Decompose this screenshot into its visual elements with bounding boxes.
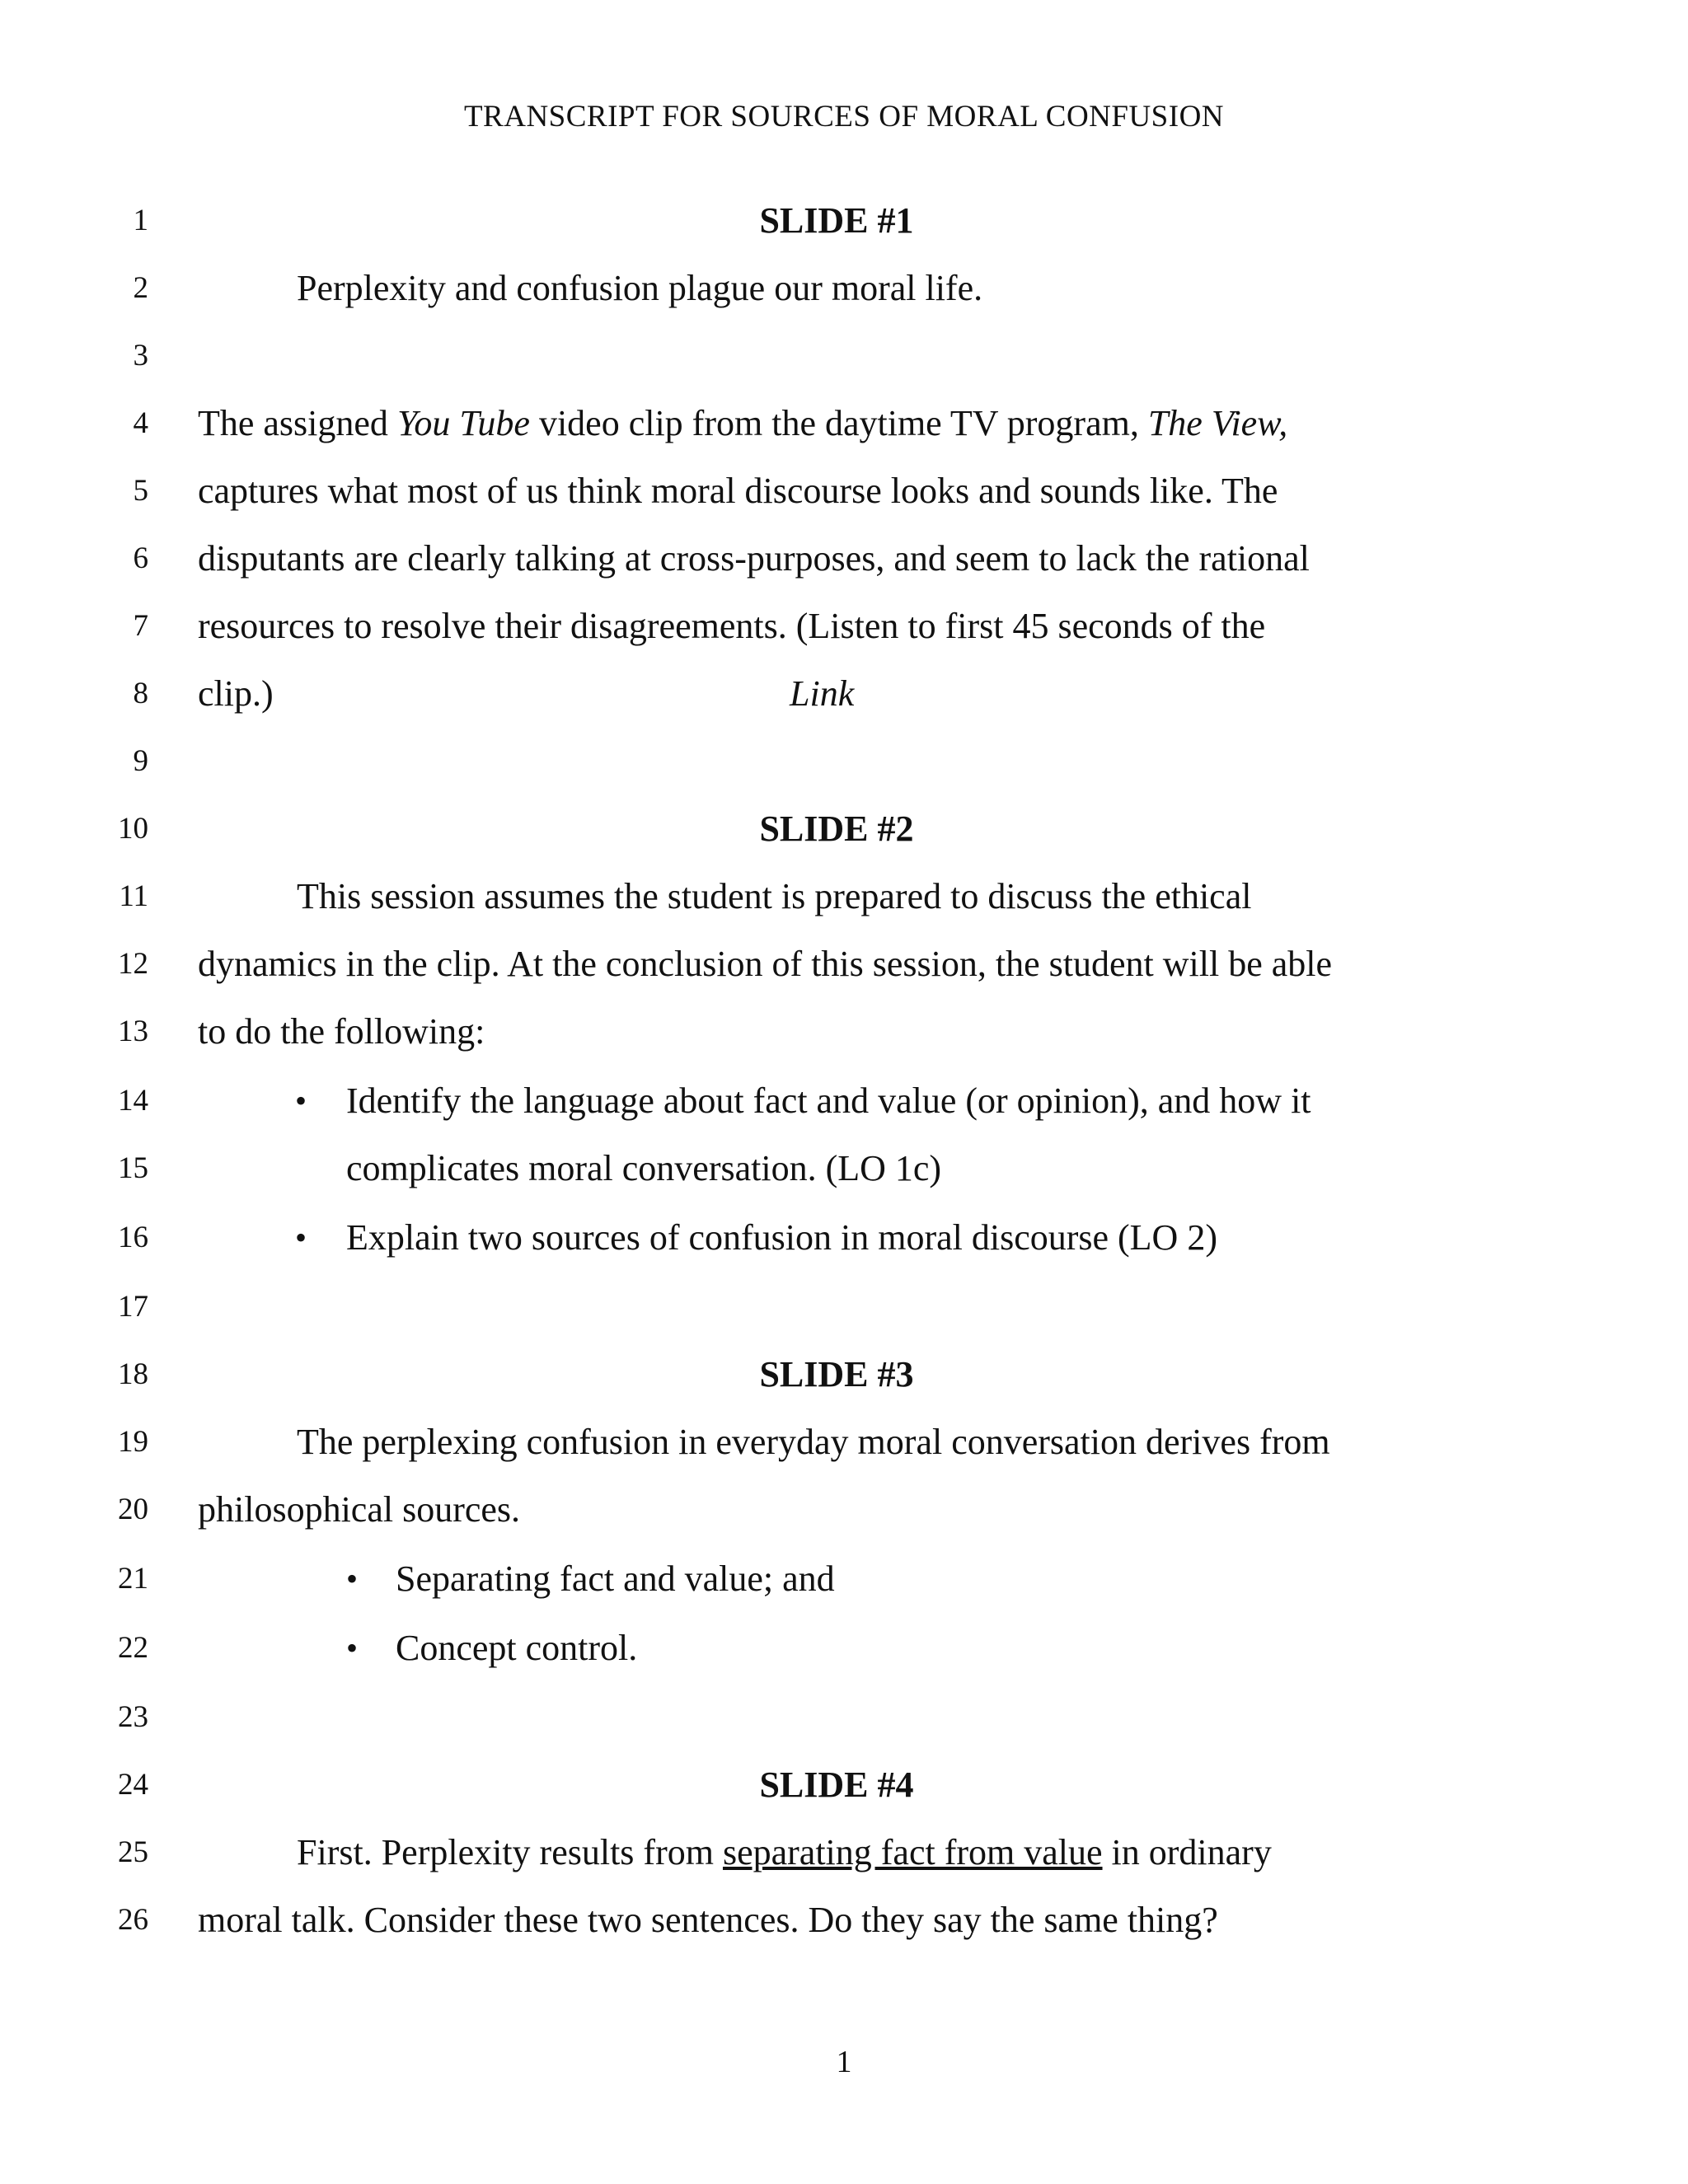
slide-1-line-2: Perplexity and confusion plague our moral life.	[297, 268, 983, 308]
line-number-24: 24	[118, 1768, 148, 1802]
slide-3-line-20: philosophical sources.	[198, 1489, 521, 1530]
slide-2-bullet-1-line-2: complicates moral conversation. (LO 1c)	[346, 1148, 942, 1188]
line-number-6: 6	[133, 541, 148, 575]
line-number	[0, 331, 165, 381]
slide-1-line-5: captures what most of us think moral discourse looks and sounds like. The	[198, 471, 1278, 511]
video-link[interactable]: Link	[790, 673, 855, 714]
line-number	[0, 264, 165, 313]
slide-1-heading: SLIDE #1	[759, 200, 914, 241]
line-number-2: 2	[133, 271, 148, 305]
the-view-title: The View,	[1147, 403, 1288, 443]
slide-2-line-13: to do the following:	[198, 1011, 485, 1052]
line-number	[0, 1828, 165, 1877]
slide-3-line-19: The perplexing confusion in everyday moral conversation derives from	[297, 1422, 1330, 1462]
slide-4-line-25-a: First. Perplexity results from	[297, 1832, 723, 1872]
line-number	[0, 1896, 165, 1945]
slide-1-line-7: resources to resolve their disagreements. (Listen to first 45 seconds of the	[198, 606, 1266, 646]
page-header: TRANSCRIPT FOR SOURCES OF MORAL CONFUSION	[463, 100, 1225, 134]
slide-1-line-4-c: video clip from the daytime TV program,	[529, 403, 1148, 443]
line-number-1: 1	[133, 204, 148, 237]
line-number-3: 3	[133, 339, 148, 373]
line-number-10: 10	[118, 812, 148, 846]
separating-fact-from-value: separating fact from value	[722, 1832, 1103, 1872]
line-number	[0, 1350, 165, 1399]
line-number-22: 22	[118, 1631, 148, 1665]
line-number	[0, 399, 165, 448]
line-number	[0, 1485, 165, 1535]
line-number-15: 15	[118, 1151, 148, 1185]
slide-2-line-11: This session assumes the student is prepared to discuss the ethical	[297, 876, 1252, 916]
line-number	[0, 804, 165, 854]
line-number-23: 23	[118, 1700, 148, 1734]
line-number	[0, 1007, 165, 1057]
line-number	[0, 1554, 165, 1604]
line-number-7: 7	[133, 609, 148, 643]
slide-4-line-25-c: in ordinary	[1102, 1832, 1272, 1872]
line-number	[0, 669, 165, 719]
line-number-8: 8	[133, 677, 148, 710]
line-number-16: 16	[118, 1221, 148, 1254]
line-number	[0, 196, 165, 246]
slide-3-heading: SLIDE #3	[759, 1354, 914, 1394]
page-number: 1	[836, 2045, 852, 2079]
line-number-5: 5	[133, 474, 148, 508]
slide-2-line-12: dynamics in the clip. At the conclusion of this session, the student will be able	[198, 944, 1333, 984]
line-number-20: 20	[118, 1493, 148, 1526]
slide-4-line-25	[297, 1828, 1272, 1877]
slide-1-line-8: clip.)	[198, 673, 274, 714]
line-number	[0, 1418, 165, 1467]
slide-4-heading: SLIDE #4	[759, 1765, 914, 1805]
slide-2-bullet-2: Explain two sources of confusion in moral discourse (LO 2)	[346, 1217, 1217, 1258]
slide-2-heading: SLIDE #2	[759, 808, 914, 849]
line-number-26: 26	[118, 1903, 148, 1937]
line-number	[0, 1282, 165, 1332]
line-number	[0, 737, 165, 786]
bullet-icon: •	[346, 1560, 359, 1597]
line-number	[0, 1693, 165, 1742]
line-number-9: 9	[133, 744, 148, 778]
slide-1-line-6: disputants are clearly talking at cross-purposes, and seem to lack the rational	[198, 538, 1310, 579]
line-number-17: 17	[118, 1290, 148, 1324]
line-number	[0, 1144, 165, 1193]
bullet-icon: •	[295, 1219, 307, 1256]
line-number-4: 4	[133, 406, 148, 440]
line-number-13: 13	[118, 1015, 148, 1048]
line-number-21: 21	[118, 1562, 148, 1596]
line-number-18: 18	[118, 1357, 148, 1391]
slide-3-bullet-2: Concept control.	[396, 1628, 638, 1668]
line-number	[0, 1624, 165, 1673]
slide-2-bullet-1-line-1: Identify the language about fact and value (or opinion), and how it	[346, 1080, 1311, 1121]
line-number	[0, 602, 165, 651]
you-tube-title: You Tube	[396, 403, 530, 443]
line-number-25: 25	[118, 1835, 148, 1869]
line-number-14: 14	[118, 1084, 148, 1118]
line-number	[0, 1076, 165, 1126]
line-number	[0, 466, 165, 516]
line-number	[0, 1760, 165, 1810]
slide-1-line-4	[198, 399, 1287, 448]
slide-4-line-26: moral talk. Consider these two sentences. Do they say the same thing?	[198, 1900, 1218, 1940]
line-number	[0, 872, 165, 921]
bullet-icon: •	[295, 1082, 307, 1119]
line-number	[0, 534, 165, 583]
line-number-12: 12	[118, 947, 148, 981]
line-number	[0, 1213, 165, 1263]
slide-1-line-4-a: The assigned	[198, 403, 397, 443]
bullet-icon: •	[346, 1629, 359, 1666]
line-number-19: 19	[118, 1425, 148, 1459]
line-number	[0, 940, 165, 989]
line-number-11: 11	[119, 879, 148, 913]
slide-3-bullet-1: Separating fact and value; and	[396, 1558, 835, 1599]
